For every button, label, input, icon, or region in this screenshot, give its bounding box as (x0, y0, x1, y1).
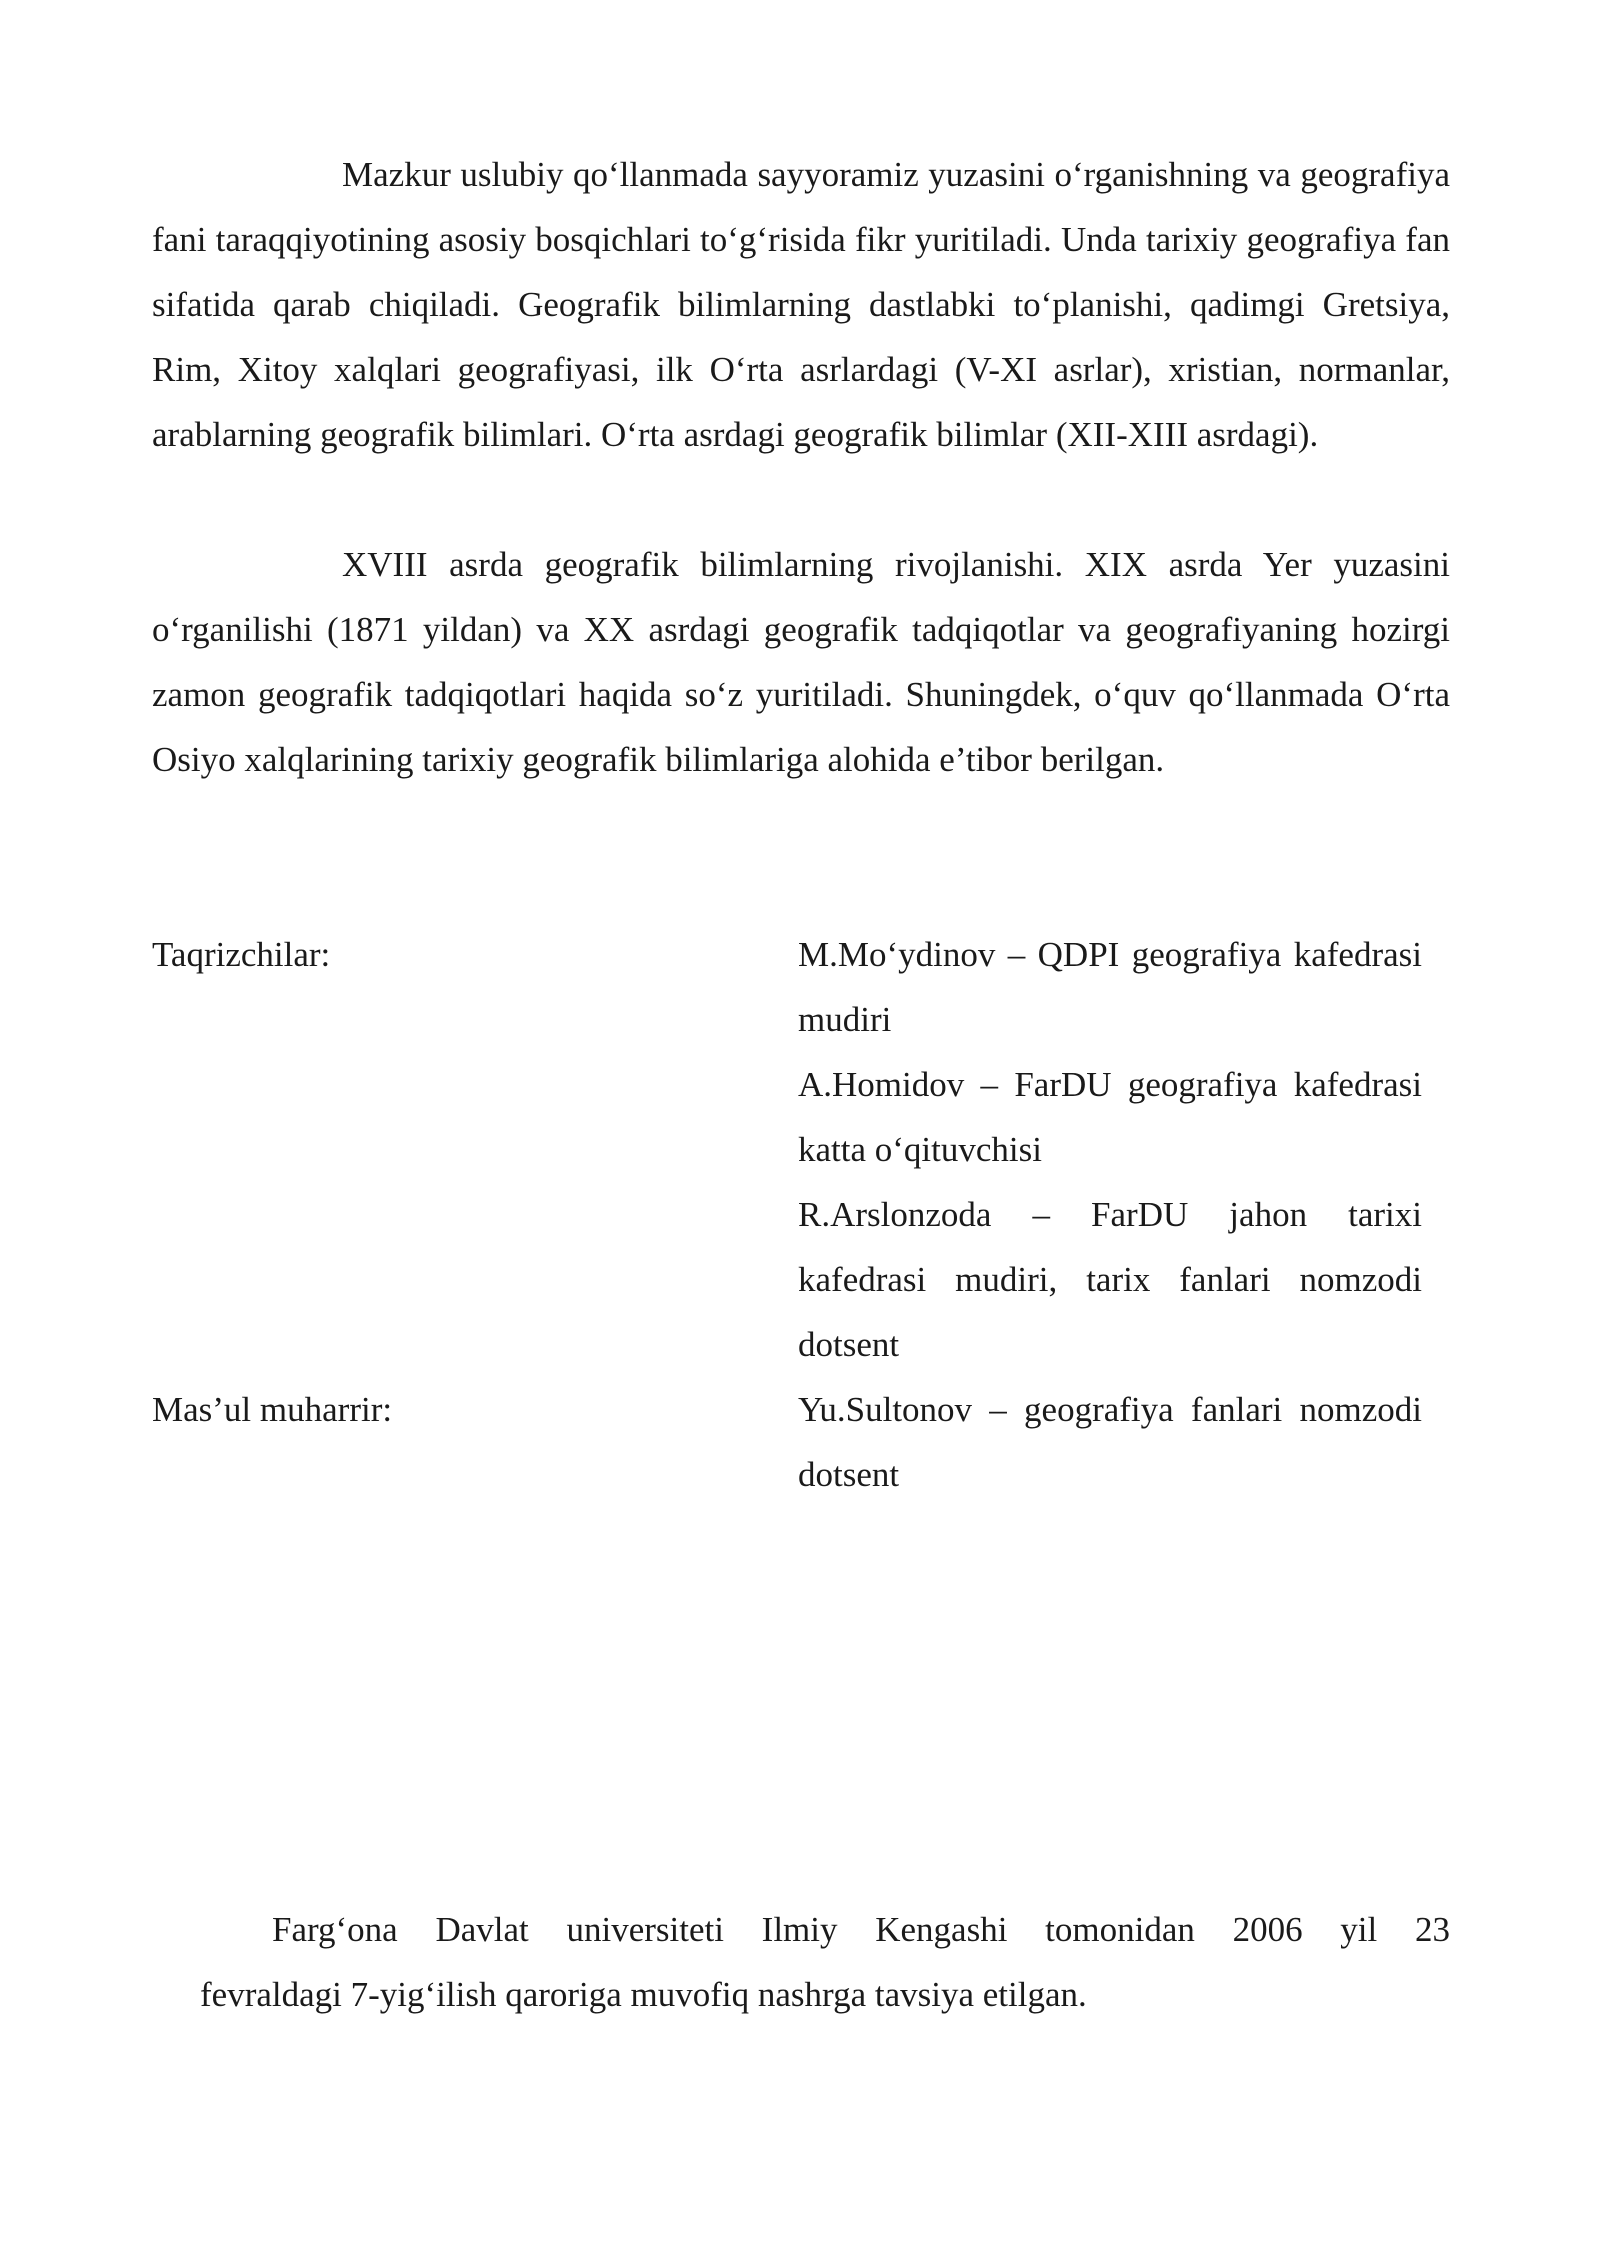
publication-note (200, 1897, 1450, 2027)
editor-entry: Yu.Sultonov – geografiya fanlari nomzodi dotsent (798, 1390, 1422, 1494)
reviewer-entry: A.Homidov – FarDU geografiya kafedrasi katta o‘qituvchisi (798, 1065, 1422, 1169)
publication-note-line-1: Farg‘ona Davlat universiteti Ilmiy Kengashi tomonidan 2006 yil 23 (272, 1910, 1450, 1949)
annotation-paragraph-1: Mazkur uslubiy qo‘llanmada sayyoramiz yuzasini o‘rganishning va geografiya fani taraqqiyotining asosiy bosqichlari to‘g‘risida fikr yuritiladi. Unda tarixiy geografiya fan sifatida qarab chiqiladi. Geografik bilimlarning dastlabki to‘planishi, qadimgi Gretsiya, Rim, Xitoy xalqlari geografiyasi, ilk O‘rta asrlardagi (V-XI asrlar), xristian, normanlar, arablarning geografik bilimlari. O‘rta asrdagi geografik bilimlar (XII-XIII asrdagi). (152, 155, 1450, 454)
editor-label: Mas’ul muharrir: (152, 1390, 393, 1429)
reviewers-label: Taqrizchilar: (152, 935, 331, 974)
annotation-paragraph-2: XVIII asrda geografik bilimlarning rivojlanishi. XIX asrda Yer yuzasini o‘rganilishi (1871 yildan) va XX asrdagi geografik tadqiqotlar va geografiyaning hozirgi zamon geografik tadqiqotlari haqida so‘z yuritiladi. Shuningdek, o‘quv qo‘llanmada O‘rta Osiyo xalqlarining tarixiy geografik bilimlariga alohida e’tibor berilgan. (152, 545, 1450, 779)
reviewer-entry: R.Arslonzoda – FarDU jahon tarixi kafedrasi mudiri, tarix fanlari nomzodi dotsent (798, 1195, 1422, 1364)
reviewer-entry: M.Mo‘ydinov – QDPI geografiya kafedrasi mudiri (798, 935, 1422, 1039)
publication-note-line-2: fevraldagi 7-yig‘ilish qaroriga muvofiq nashrga tavsiya etilgan. (200, 1975, 1087, 2014)
